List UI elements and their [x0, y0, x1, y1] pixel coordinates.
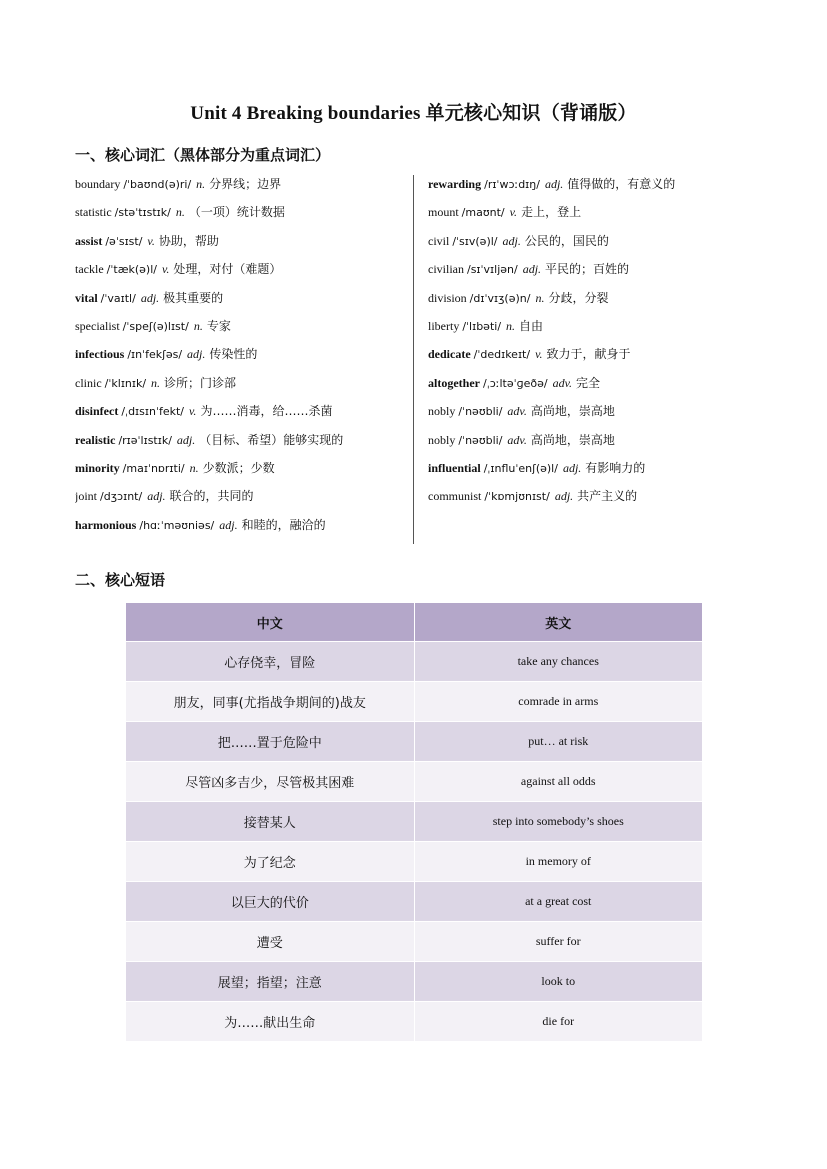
vocab-part-of-speech: n. — [196, 177, 206, 191]
table-row — [126, 842, 703, 882]
phrase-english: comrade in arms — [414, 682, 703, 722]
vocab-meaning: 分歧，分裂 — [548, 290, 609, 305]
vocab-entry — [428, 232, 758, 260]
vocab-phonetic: /ˈsɪv(ə)l/ — [452, 234, 498, 248]
vocab-word: specialist — [75, 318, 120, 333]
vocab-word: division — [428, 290, 467, 305]
phrase-chinese: 展望；指望；注意 — [126, 962, 415, 1002]
vocab-word: harmonious — [75, 517, 137, 532]
vocab-meaning: 自由 — [519, 318, 544, 333]
vocab-part-of-speech: adj. — [544, 177, 564, 191]
vocab-meaning: （一项）统计数据 — [188, 205, 285, 220]
vocab-part-of-speech: adj. — [147, 489, 166, 504]
vocab-phonetic: /rɪəˈlɪstɪk/ — [118, 433, 172, 447]
vocab-column-left — [75, 175, 405, 544]
vocab-phonetic: /ˈbaʊnd(ə)ri/ — [123, 178, 192, 191]
vocab-entry — [428, 431, 758, 459]
vocab-part-of-speech: n. — [189, 460, 199, 475]
section-heading-phrases: 二、核心短语 — [75, 571, 166, 589]
vocab-column-right — [428, 175, 758, 516]
phrase-english: at a great cost — [414, 882, 703, 922]
vocab-part-of-speech: v. — [147, 233, 155, 248]
vocab-meaning: 少数派；少数 — [202, 460, 275, 475]
vocab-part-of-speech: adj. — [176, 432, 196, 447]
column-divider — [413, 175, 414, 544]
vocab-part-of-speech: adv. — [507, 432, 527, 447]
vocab-phonetic: /dɪˈvɪʒ(ə)n/ — [469, 291, 531, 305]
vocab-meaning: 值得做的，有意义的 — [567, 177, 676, 191]
table-row — [126, 642, 703, 682]
vocab-phonetic: /stəˈtɪstɪk/ — [114, 206, 171, 220]
vocab-word: dedicate — [428, 347, 471, 362]
table-row — [126, 682, 703, 722]
vocab-part-of-speech: n. — [175, 205, 185, 220]
vocab-part-of-speech: adj. — [562, 460, 582, 475]
phrase-english: take any chances — [414, 642, 703, 682]
vocab-word: civil — [428, 233, 450, 248]
vocab-phonetic: /əˈsɪst/ — [105, 234, 143, 248]
vocab-entry — [75, 374, 405, 402]
vocab-word: minority — [75, 460, 120, 475]
vocab-phonetic: /ˈkɒmjʊnɪst/ — [484, 490, 550, 504]
vocab-meaning: 平民的；百姓的 — [545, 262, 630, 277]
vocab-entry — [75, 289, 405, 317]
vocab-meaning: 联合的，共同的 — [169, 489, 254, 504]
table-header-row — [126, 603, 703, 642]
phrase-chinese: 为了纪念 — [126, 842, 415, 882]
vocab-entry — [75, 317, 405, 345]
phrase-chinese: 接替某人 — [126, 802, 415, 842]
vocab-meaning: 分界线；边界 — [209, 177, 282, 191]
header-chinese: 中文 — [126, 603, 415, 642]
vocab-entry — [428, 203, 758, 231]
phrase-table — [125, 602, 703, 1042]
vocab-phonetic: /ˈklɪnɪk/ — [104, 376, 147, 390]
vocab-part-of-speech: adj. — [187, 347, 206, 362]
vocab-phonetic: /ˈnəʊbli/ — [458, 405, 503, 419]
vocab-entry — [75, 260, 405, 288]
vocab-entry — [428, 289, 758, 317]
vocab-phonetic: /ˈtæk(ə)l/ — [106, 263, 157, 277]
vocab-meaning: 协助，帮助 — [158, 233, 219, 248]
vocab-part-of-speech: n. — [151, 375, 161, 390]
vocab-entry — [428, 487, 758, 515]
phrase-english: put… at risk — [414, 722, 703, 762]
vocab-part-of-speech: adj. — [522, 262, 542, 277]
vocab-entry — [428, 374, 758, 402]
table-row — [126, 882, 703, 922]
vocab-word: assist — [75, 233, 103, 248]
vocab-part-of-speech: adj. — [219, 517, 238, 532]
vocab-word: rewarding — [428, 177, 482, 191]
vocab-word: vital — [75, 290, 98, 305]
table-row — [126, 762, 703, 802]
vocab-phonetic: /ˈdedɪkeɪt/ — [473, 348, 531, 362]
vocab-meaning: 处理，对付（难题） — [173, 262, 282, 277]
vocab-meaning: 有影响力的 — [585, 460, 646, 475]
vocab-entry — [428, 317, 758, 345]
vocab-entry — [75, 175, 405, 203]
vocab-meaning: 传染性的 — [209, 347, 258, 362]
vocab-part-of-speech: adj. — [502, 233, 521, 248]
phrase-chinese: 以巨大的代价 — [126, 882, 415, 922]
vocab-phonetic: /hɑːˈməʊniəs/ — [139, 518, 215, 532]
vocab-meaning: 完全 — [576, 375, 601, 390]
vocab-part-of-speech: adj. — [140, 290, 160, 305]
vocab-entry — [428, 260, 758, 288]
vocab-word: nobly — [428, 404, 456, 419]
vocab-word: altogether — [428, 375, 480, 390]
vocab-entry — [75, 203, 405, 231]
vocab-part-of-speech: v. — [535, 347, 543, 362]
vocab-phonetic: /maɪˈnɒrɪti/ — [122, 461, 185, 475]
vocab-part-of-speech: n. — [535, 290, 545, 305]
vocab-phonetic: /ˈlɪbəti/ — [462, 319, 502, 333]
phrase-chinese: 心存侥幸，冒险 — [126, 642, 415, 682]
vocab-part-of-speech: adj. — [554, 489, 574, 504]
vocab-word: clinic — [75, 375, 102, 390]
vocab-phonetic: /ˌdɪsɪnˈfekt/ — [121, 405, 184, 419]
table-row — [126, 802, 703, 842]
vocab-phonetic: /dʒɔɪnt/ — [100, 490, 143, 504]
vocab-phonetic: /sɪˈvɪljən/ — [467, 263, 518, 277]
table-row — [126, 962, 703, 1002]
phrase-english: in memory of — [414, 842, 703, 882]
vocab-phonetic: /ˈspeʃ(ə)lɪst/ — [122, 319, 189, 333]
phrase-english: against all odds — [414, 762, 703, 802]
header-english: 英文 — [414, 603, 703, 642]
phrase-english: die for — [414, 1002, 703, 1042]
table-row — [126, 722, 703, 762]
vocab-word: influential — [428, 460, 481, 475]
vocab-meaning: 高尚地，崇高地 — [530, 432, 615, 447]
page-title: Unit 4 Breaking boundaries 单元核心知识（背诵版） — [190, 103, 637, 124]
vocab-phonetic: /rɪˈwɔːdɪŋ/ — [484, 178, 540, 191]
vocab-entry — [428, 175, 758, 203]
vocab-word: mount — [428, 205, 459, 220]
vocab-entry — [75, 431, 405, 459]
phrase-chinese: 尽管凶多吉少，尽管极其困难 — [126, 762, 415, 802]
vocab-part-of-speech: v. — [189, 404, 197, 419]
vocab-word: boundary — [75, 177, 121, 191]
phrase-chinese: 把……置于危险中 — [126, 722, 415, 762]
vocab-word: nobly — [428, 432, 456, 447]
vocab-word: communist — [428, 489, 482, 504]
phrase-chinese: 为……献出生命 — [126, 1002, 415, 1042]
phrase-chinese: 遭受 — [126, 922, 415, 962]
vocab-entry — [75, 516, 405, 544]
vocab-phonetic: /ˌɔːltəˈɡeðə/ — [482, 376, 548, 390]
phrase-english: look to — [414, 962, 703, 1002]
phrase-chinese: 朋友，同事(尤指战争期间的)战友 — [126, 682, 415, 722]
vocab-entry — [428, 345, 758, 373]
vocab-entry — [428, 402, 758, 430]
phrase-english: suffer for — [414, 922, 703, 962]
vocab-meaning: 高尚地，崇高地 — [530, 404, 615, 419]
vocab-word: tackle — [75, 262, 104, 277]
vocab-word: realistic — [75, 432, 116, 447]
vocab-part-of-speech: v. — [509, 205, 518, 220]
vocab-part-of-speech: adv. — [507, 404, 527, 419]
vocab-part-of-speech: n. — [193, 318, 203, 333]
vocab-phonetic: /ˈnəʊbli/ — [458, 433, 503, 447]
vocab-part-of-speech: n. — [506, 318, 516, 333]
vocab-part-of-speech: adv. — [552, 375, 573, 390]
vocab-meaning: 和睦的，融洽的 — [241, 517, 326, 532]
table-row — [126, 922, 703, 962]
vocab-meaning: 公民的，国民的 — [524, 233, 609, 248]
table-row — [126, 1002, 703, 1042]
phrase-english: step into somebody’s shoes — [414, 802, 703, 842]
vocab-entry — [75, 402, 405, 430]
vocab-meaning: 诊所；门诊部 — [164, 375, 237, 390]
vocab-entry — [428, 459, 758, 487]
vocab-word: statistic — [75, 205, 112, 220]
vocab-meaning: 极其重要的 — [163, 290, 224, 305]
vocab-part-of-speech: v. — [161, 262, 170, 277]
vocab-meaning: （目标、希望）能够实现的 — [199, 432, 344, 447]
vocab-meaning: 为……消毒，给……杀菌 — [200, 404, 333, 419]
vocab-phonetic: /ɪnˈfekʃəs/ — [127, 348, 183, 362]
vocab-phonetic: /ˈvaɪtl/ — [100, 291, 136, 305]
vocab-entry — [75, 345, 405, 373]
vocab-word: infectious — [75, 347, 125, 362]
vocab-meaning: 专家 — [206, 318, 231, 333]
vocab-entry — [75, 232, 405, 260]
vocab-phonetic: /ˌɪnfluˈenʃ(ə)l/ — [483, 461, 558, 475]
vocab-word: disinfect — [75, 404, 119, 419]
vocab-entry — [75, 487, 405, 515]
vocab-phonetic: /maʊnt/ — [461, 206, 505, 220]
section-heading-vocabulary: 一、核心词汇（黑体部分为重点词汇） — [75, 146, 331, 164]
vocab-word: civilian — [428, 262, 464, 277]
vocab-meaning: 致力于，献身于 — [546, 347, 631, 362]
vocab-word: joint — [75, 489, 98, 504]
vocab-meaning: 共产主义的 — [577, 489, 638, 504]
vocab-entry — [75, 459, 405, 487]
vocab-word: liberty — [428, 318, 460, 333]
vocab-meaning: 走上，登上 — [521, 205, 582, 220]
